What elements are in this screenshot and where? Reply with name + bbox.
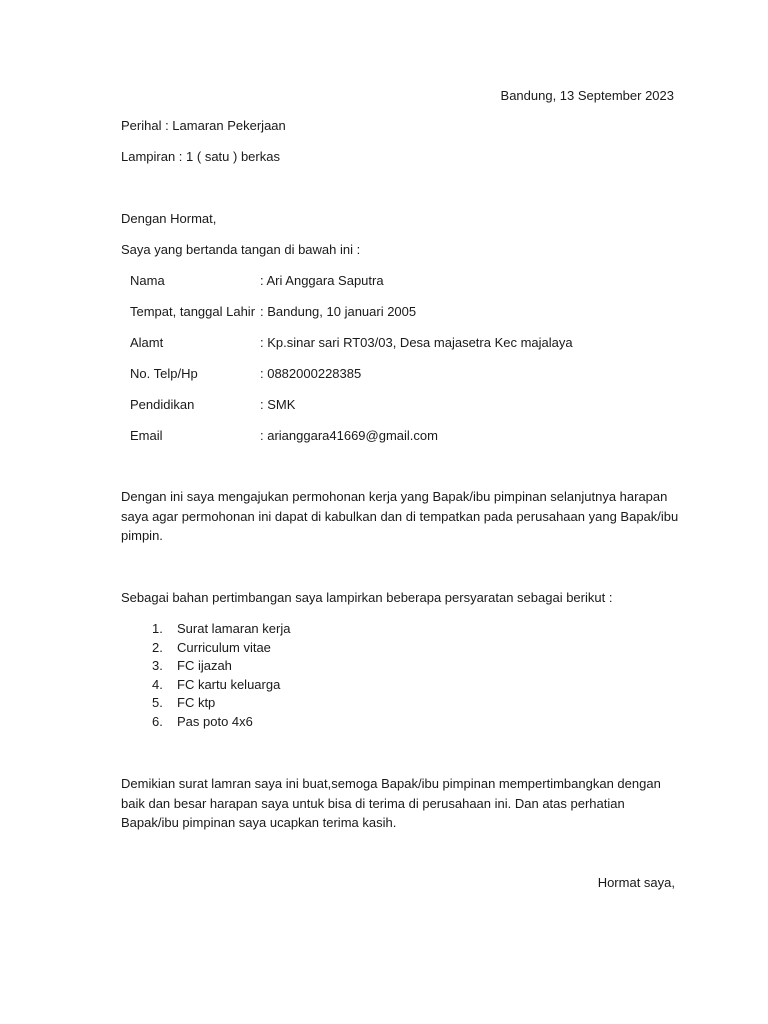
list-item [152,657,290,676]
application-paragraph-text: Dengan ini saya mengajukan permohonan kerja yang Bapak/ibu pimpinan selanjutnya harapan saya agar permohonan ini dapat di kabulkan dan di tempatkan pada perusahaan yang Bapak/ibu pimpin. [121,489,679,543]
field-value-education: : SMK [260,397,296,412]
intro-sentence: Saya yang bertanda tangan di bawah ini : [121,242,361,257]
application-paragraph [121,487,681,546]
field-label-phone: No. Telp/Hp [130,366,198,381]
attachment-line: Lampiran : 1 ( satu ) berkas [121,149,280,164]
list-item-text: Pas poto 4x6 [177,713,253,729]
field-label-name: Nama [130,273,165,288]
attachments-list [152,620,290,732]
letter-date: Bandung, 13 September 2023 [500,88,674,103]
attachments-intro: Sebagai bahan pertimbangan saya lampirkan beberapa persyaratan sebagai berikut : [121,590,613,605]
field-label-address: Alamt [130,335,164,350]
field-label-email: Email [130,428,163,443]
list-item-text: FC ktp [177,695,216,711]
list-item-number: 5. [152,695,163,711]
list-item-number: 2. [152,639,163,655]
salutation: Dengan Hormat, [121,211,217,226]
list-item [152,620,290,639]
list-item-text: FC ijazah [177,658,232,674]
list-item [152,639,290,658]
list-item [152,713,290,732]
field-label-education: Pendidikan [130,397,195,412]
list-item-text: Surat lamaran kerja [177,621,291,636]
list-item-text: Curriculum vitae [177,639,271,655]
list-item [152,694,290,713]
field-value-name: : Ari Anggara Saputra [260,273,384,288]
closing-paragraph-text: Demikian surat lamran saya ini buat,semoga Bapak/ibu pimpinan mempertimbangkan dengan baik dan besar harapan saya untuk bisa di terima di perusahaan ini. Dan atas perhatian Bapak/ibu pimpinan saya ucapkan terima kasih. [121,776,661,830]
list-item-number: 6. [152,713,163,729]
field-value-address: : Kp.sinar sari RT03/03, Desa majasetra Kec majalaya [260,335,573,350]
signature-closing: Hormat saya, [597,875,675,890]
list-item-number: 1. [152,621,163,636]
field-value-birth: : Bandung, 10 januari 2005 [260,304,417,319]
subject-line: Perihal : Lamaran Pekerjaan [121,118,286,133]
list-item-number: 3. [152,658,163,674]
list-item-text: FC kartu keluarga [177,676,281,692]
list-item-number: 4. [152,676,163,692]
field-value-email: : arianggara41669@gmail.com [260,428,438,443]
field-label-birth: Tempat, tanggal Lahir [130,304,256,319]
field-value-phone: : 0882000228385 [260,366,362,381]
closing-paragraph [121,774,681,833]
list-item [152,676,290,695]
